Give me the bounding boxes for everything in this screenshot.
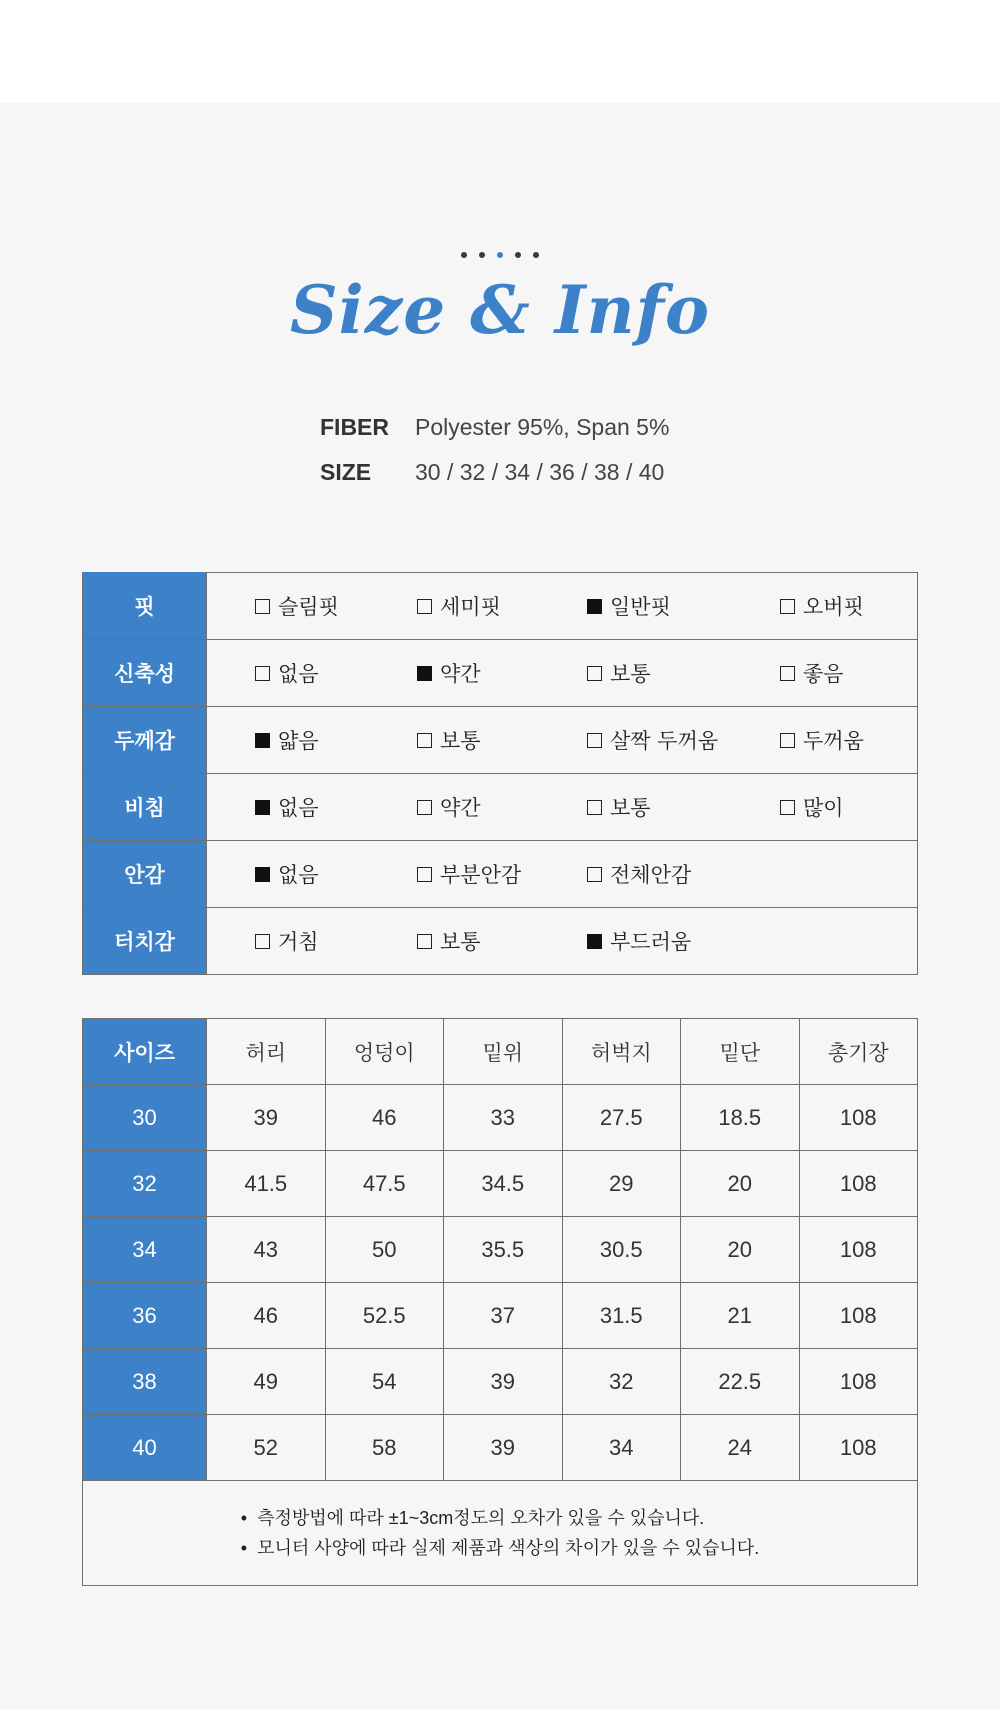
option-label: 없음 xyxy=(278,796,319,820)
option-label: 전체안감 xyxy=(610,863,692,887)
page-title: Size & Info xyxy=(289,271,711,349)
attribute-options xyxy=(207,774,918,841)
attribute-options xyxy=(207,640,918,707)
option-label: 약간 xyxy=(440,662,481,686)
unchecked-box-icon xyxy=(780,666,795,681)
unchecked-box-icon xyxy=(780,733,795,748)
attribute-row xyxy=(83,774,918,841)
column-header: 사이즈 xyxy=(83,1019,207,1085)
dot-icon xyxy=(497,252,503,258)
top-band xyxy=(0,0,1000,103)
option-label: 없음 xyxy=(278,662,319,686)
attribute-option xyxy=(417,908,481,974)
attribute-option xyxy=(780,640,844,706)
dot-icon xyxy=(479,252,485,258)
table-cell: 18.5 xyxy=(681,1085,800,1151)
attribute-option xyxy=(780,707,864,773)
unchecked-box-icon xyxy=(255,934,270,949)
table-cell: 46 xyxy=(207,1283,326,1349)
unchecked-box-icon xyxy=(417,733,432,748)
table-cell: 34 xyxy=(562,1415,681,1481)
attribute-options xyxy=(207,573,918,640)
attribute-row xyxy=(83,908,918,975)
notes-row xyxy=(83,1481,918,1586)
attribute-option xyxy=(255,774,319,840)
unchecked-box-icon xyxy=(417,599,432,614)
checked-box-icon xyxy=(587,599,602,614)
size-label-cell: 30 xyxy=(83,1085,207,1151)
notes-cell xyxy=(83,1481,918,1586)
option-label: 보통 xyxy=(440,930,481,954)
option-label: 약간 xyxy=(440,796,481,820)
option-label: 얇음 xyxy=(278,729,319,753)
attribute-label: 두께감 xyxy=(83,707,207,774)
unchecked-box-icon xyxy=(255,666,270,681)
unchecked-box-icon xyxy=(417,800,432,815)
attribute-row xyxy=(83,573,918,640)
size-label-cell: 38 xyxy=(83,1349,207,1415)
attribute-label: 터치감 xyxy=(83,908,207,975)
info-value: 30 / 32 / 34 / 36 / 38 / 40 xyxy=(415,459,665,485)
attribute-row xyxy=(83,841,918,908)
table-row xyxy=(83,1217,918,1283)
table-cell: 34.5 xyxy=(444,1151,563,1217)
table-cell: 108 xyxy=(799,1085,918,1151)
option-label: 오버핏 xyxy=(803,595,864,619)
unchecked-box-icon xyxy=(587,666,602,681)
option-label: 많이 xyxy=(803,796,844,820)
table-cell: 39 xyxy=(444,1415,563,1481)
attribute-option xyxy=(587,640,651,706)
size-table xyxy=(82,1018,918,1586)
checked-box-icon xyxy=(417,666,432,681)
option-label: 세미핏 xyxy=(440,595,501,619)
option-label: 부분안감 xyxy=(440,863,522,887)
table-cell: 37 xyxy=(444,1283,563,1349)
table-cell: 20 xyxy=(681,1217,800,1283)
size-label-cell: 32 xyxy=(83,1151,207,1217)
attribute-option xyxy=(255,573,339,639)
size-label-cell: 40 xyxy=(83,1415,207,1481)
option-label: 보통 xyxy=(440,729,481,753)
unchecked-box-icon xyxy=(587,800,602,815)
dot-icon xyxy=(533,252,539,258)
unchecked-box-icon xyxy=(255,599,270,614)
notes-list xyxy=(241,1503,759,1563)
table-cell: 22.5 xyxy=(681,1349,800,1415)
info-block xyxy=(320,405,669,495)
table-cell: 108 xyxy=(799,1349,918,1415)
attribute-option xyxy=(780,573,864,639)
unchecked-box-icon xyxy=(780,599,795,614)
checked-box-icon xyxy=(587,934,602,949)
table-cell: 41.5 xyxy=(207,1151,326,1217)
checked-box-icon xyxy=(255,733,270,748)
table-cell: 35.5 xyxy=(444,1217,563,1283)
column-header: 허벅지 xyxy=(562,1019,681,1085)
option-label: 일반핏 xyxy=(610,595,671,619)
attribute-option xyxy=(417,640,481,706)
table-cell: 20 xyxy=(681,1151,800,1217)
attribute-row xyxy=(83,640,918,707)
option-label: 슬림핏 xyxy=(278,595,339,619)
unchecked-box-icon xyxy=(587,867,602,882)
table-cell: 49 xyxy=(207,1349,326,1415)
attribute-options xyxy=(207,908,918,975)
attribute-option xyxy=(780,774,844,840)
info-value: Polyester 95%, Span 5% xyxy=(415,414,670,440)
dot-icon xyxy=(515,252,521,258)
attribute-option xyxy=(587,707,718,773)
attribute-row xyxy=(83,707,918,774)
table-cell: 43 xyxy=(207,1217,326,1283)
table-cell: 50 xyxy=(325,1217,444,1283)
table-row xyxy=(83,1151,918,1217)
unchecked-box-icon xyxy=(417,867,432,882)
table-cell: 27.5 xyxy=(562,1085,681,1151)
option-label: 없음 xyxy=(278,863,319,887)
table-cell: 39 xyxy=(444,1349,563,1415)
attribute-option xyxy=(255,908,319,974)
attribute-table xyxy=(82,572,918,975)
table-cell: 108 xyxy=(799,1415,918,1481)
attribute-option xyxy=(255,707,319,773)
table-row xyxy=(83,1349,918,1415)
table-row xyxy=(83,1085,918,1151)
option-label: 두꺼움 xyxy=(803,729,864,753)
table-cell: 108 xyxy=(799,1217,918,1283)
table-row xyxy=(83,1415,918,1481)
unchecked-box-icon xyxy=(780,800,795,815)
size-table-header xyxy=(83,1019,918,1085)
attribute-label: 핏 xyxy=(83,573,207,640)
attribute-option xyxy=(417,774,481,840)
info-row-size xyxy=(320,450,669,495)
option-label: 보통 xyxy=(610,662,651,686)
table-cell: 108 xyxy=(799,1283,918,1349)
table-cell: 52.5 xyxy=(325,1283,444,1349)
attribute-label: 비침 xyxy=(83,774,207,841)
checked-box-icon xyxy=(255,800,270,815)
info-key: FIBER xyxy=(320,414,389,440)
info-key: SIZE xyxy=(320,459,372,485)
table-cell: 32 xyxy=(562,1349,681,1415)
attribute-option xyxy=(587,573,671,639)
attribute-option xyxy=(255,841,319,907)
attribute-label: 신축성 xyxy=(83,640,207,707)
info-row-fiber xyxy=(320,405,669,450)
size-label-cell: 36 xyxy=(83,1283,207,1349)
table-cell: 21 xyxy=(681,1283,800,1349)
checked-box-icon xyxy=(255,867,270,882)
option-label: 부드러움 xyxy=(610,930,692,954)
attribute-option xyxy=(255,640,319,706)
table-cell: 30.5 xyxy=(562,1217,681,1283)
attribute-options xyxy=(207,841,918,908)
attribute-option xyxy=(417,573,501,639)
attribute-options xyxy=(207,707,918,774)
dot-icon xyxy=(461,252,467,258)
attribute-label: 안감 xyxy=(83,841,207,908)
column-header: 허리 xyxy=(207,1019,326,1085)
decorative-dots xyxy=(0,244,1000,262)
column-header: 밑단 xyxy=(681,1019,800,1085)
table-cell: 58 xyxy=(325,1415,444,1481)
attribute-option xyxy=(417,707,481,773)
table-cell: 33 xyxy=(444,1085,563,1151)
attribute-option xyxy=(417,841,521,907)
column-header: 엉덩이 xyxy=(325,1019,444,1085)
table-cell: 108 xyxy=(799,1151,918,1217)
note-item: • 측정방법에 따라 ±1~3cm정도의 오차가 있을 수 있습니다. xyxy=(241,1503,759,1533)
table-cell: 47.5 xyxy=(325,1151,444,1217)
attribute-option xyxy=(587,841,691,907)
note-item: • 모니터 사양에 따라 실제 제품과 색상의 차이가 있을 수 있습니다. xyxy=(241,1533,759,1563)
option-label: 거침 xyxy=(278,930,319,954)
attribute-option xyxy=(587,774,651,840)
table-cell: 52 xyxy=(207,1415,326,1481)
table-cell: 54 xyxy=(325,1349,444,1415)
option-label: 보통 xyxy=(610,796,651,820)
table-row xyxy=(83,1283,918,1349)
unchecked-box-icon xyxy=(587,733,602,748)
unchecked-box-icon xyxy=(417,934,432,949)
column-header: 총기장 xyxy=(799,1019,918,1085)
table-cell: 31.5 xyxy=(562,1283,681,1349)
table-cell: 46 xyxy=(325,1085,444,1151)
attribute-option xyxy=(587,908,691,974)
column-header: 밑위 xyxy=(444,1019,563,1085)
table-cell: 24 xyxy=(681,1415,800,1481)
option-label: 좋음 xyxy=(803,662,844,686)
table-cell: 39 xyxy=(207,1085,326,1151)
table-cell: 29 xyxy=(562,1151,681,1217)
size-label-cell: 34 xyxy=(83,1217,207,1283)
option-label: 살짝 두꺼움 xyxy=(610,729,719,753)
